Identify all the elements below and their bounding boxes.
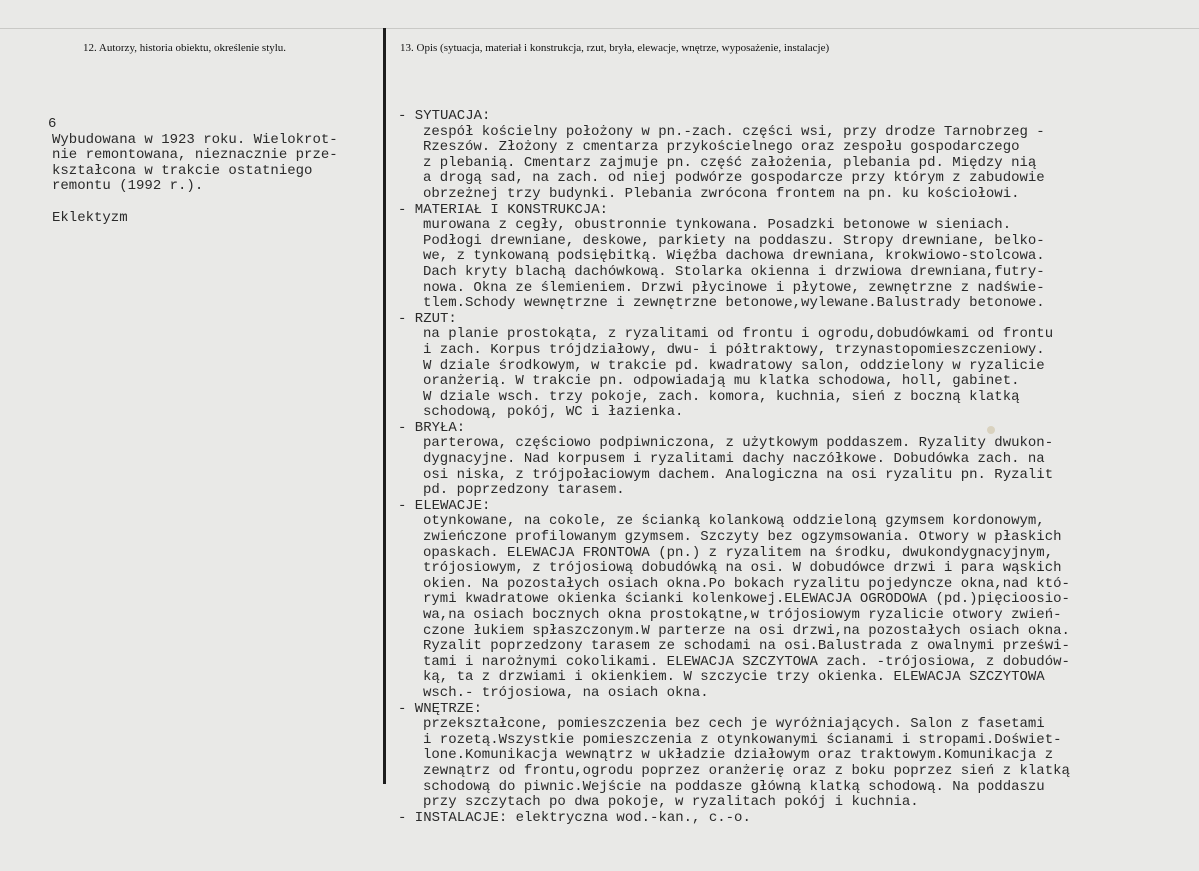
text-line: pd. poprzedzony tarasem. [423,482,625,499]
history-line: nie remontowana, nieznacznie prze- [52,147,338,163]
style-label: Eklektyzm [52,209,128,226]
section-title: - INSTALACJE: elektryczna wod.-kan., c.-o. [398,809,751,826]
text-line: zewnątrz od frontu,ogrodu poprzez oranżerię oraz z boku poprzez sień z klatką [423,762,1070,779]
text-line: schodową do piwnic.Wejście na poddasze główną klatką schodową. Na poddaszu [423,778,1045,795]
text-line: okien. Na pozostałych osiach okna.Po bokach ryzalitu pojedyncze okna,nad któ- [423,575,1070,592]
section-number: 6 [48,116,57,132]
text-line: tlem.Schody wewnętrzne i zewnętrzne betonowe,wylewane.Balustrady betonowe. [423,295,1045,312]
text-line: ką, ta z drzwiami i okienkiem. W szczycie trzy okienka. ELEWACJA SZCZYTOWA [423,669,1045,686]
section-body [398,218,1188,312]
form-top-border [0,0,1199,29]
description-section [398,811,1188,827]
text-line: Podłogi drewniane, deskowe, parkiety na poddaszu. Stropy drewniane, belko- [423,232,1045,249]
text-line: zwieńczone profilowanym gzymsem. Szczyty bez ogzymsowania. Otwory w płaskich [423,529,1062,546]
text-line: schodową, pokój, WC i łazienka. [423,404,684,421]
text-line: a drogą sad, na zach. od niej podwórze gospodarcze przy którym z zabudowie [423,170,1045,187]
text-line: oranżerią. W trakcie pn. odpowiadają mu klatka schodowa, holl, gabinet. [423,373,1020,390]
text-line: z plebanią. Cmentarz zajmuje pn. część założenia, plebania pd. Między nią [423,154,1037,171]
text-line: i rozetą.Wszystkie pomieszczenia z otynkowanymi ścianami i stropami.Doświet- [423,731,1062,748]
text-line: przekształcone, pomieszczenia bez cech je wyróżniających. Salon z fasetami [423,716,1045,733]
section-body [398,125,1188,203]
paper-stain [987,426,995,434]
history-line: remontu (1992 r.). [52,178,204,194]
header-authors-history-style: 12. Autorzy, historia obiektu, określenie stylu. [83,42,287,54]
history-line: kształcona w trakcie ostatniego [52,162,313,179]
text-line: otynkowane, na cokole, ze ścianką kolankową oddzieloną gzymsem kordonowym, [423,513,1045,530]
text-line: przy szczytach po dwa pokoje, w ryzalitach pokój i kuchnia. [423,794,919,811]
section-title: - RZUT: [398,310,457,327]
description-section [398,499,1188,702]
description-section [398,421,1188,499]
section-title: - ELEWACJE: [398,497,491,514]
section-title: - WNĘTRZE: [398,700,483,717]
text-line: trójosiowym, z trójosiową dobudówką na osi. W dobudówce drzwi i para wąskich [423,560,1062,577]
text-line: W dziale wsch. trzy pokoje, zach. komora, kuchnia, sień z boczną klatką [423,388,1020,405]
text-line: nowa. Okna ze ślemieniem. Drzwi płycinowe i płytowe, zewnętrzne z nadświe- [423,279,1045,296]
text-line: Rzeszów. Złożony z cmentarza przykościelnego oraz zespołu gospodarczego [423,139,1020,156]
section-body [398,327,1188,421]
left-column [48,116,372,226]
text-line: wa,na osiach bocznych okna prostokątne,w trójosiowym ryzalicie otwory zwień- [423,607,1062,623]
text-line: i zach. Korpus trójdziałowy, dwu- i półtraktowy, trzynastopomieszczeniowy. [423,341,1045,358]
history-line: Wybudowana w 1923 roku. Wielokrot- [52,131,338,148]
text-line: Dach kryty blachą dachówkową. Stolarka okienna i drzwiowa drewniana,futry- [423,263,1045,280]
section-body [398,514,1188,701]
text-line: we, z tynkowaną podsiębitką. Więźba dachowa drewniana, krokwiowo-stolcowa. [423,248,1045,265]
text-line: wsch.- trójosiowa, na osiach okna. [423,684,709,701]
section-body [398,717,1188,811]
description-column [398,109,1188,826]
text-line: parterowa, częściowo podpiwniczona, z użytkowym poddaszem. Ryzality dwukon- [423,435,1054,452]
text-line: rymi kwadratowe okienka ścianki kolenkowej.ELEWACJA OGRODOWA (pd.)pięcioosio- [423,591,1070,608]
description-section [398,203,1188,312]
section-title: - SYTUACJA: [398,108,491,124]
text-line: murowana z cegły, obustronnie tynkowana. Posadzki betonowe w sieniach. [423,217,1012,234]
section-body [398,436,1188,498]
text-line: opaskach. ELEWACJA FRONTOWA (pn.) z ryzalitem na środku, dwukondygnacyjnym, [423,544,1054,561]
section-title: - BRYŁA: [398,419,466,436]
text-line: W dziale środkowym, w trakcie pd. kwadratowy salon, oddzielony w ryzalicie [423,357,1045,374]
header-description: 13. Opis (sytuacja, materiał i konstrukcja, rzut, bryła, elewacje, wnętrze, wyposażenie, instalacje) [400,42,830,54]
text-line: czone łukiem spłaszczonym.W parterze na osi drzwi,na pozostałych osiach okna. [423,622,1070,639]
text-line: dygnacyjne. Nad korpusem i ryzalitami dachy naczółkowe. Dobudówka zach. na [423,451,1045,468]
section-title: - MATERIAŁ I KONSTRUKCJA: [398,201,609,218]
description-section [398,312,1188,421]
text-line: lone.Komunikacja wewnątrz w układzie działowym oraz traktowym.Komunikacja z [423,747,1054,764]
text-line: osi niska, z trójpołaciowym dachem. Analogiczna na osi ryzalitu pn. Ryzalit [423,466,1054,483]
description-section [398,109,1188,203]
description-section [398,702,1188,811]
text-line: obrzeżnej trzy budynki. Plebania zwrócona frontem na pn. ku kościołowi. [423,185,1020,202]
text-line: tami i narożnymi cokolikami. ELEWACJA SZCZYTOWA zach. -trójosiowa, z dobudów- [423,653,1070,670]
text-line: na planie prostokąta, z ryzalitami od frontu i ogrodu,dobudówkami od frontu [423,326,1054,343]
text-line: zespół kościelny położony w pn.-zach. części wsi, przy drodze Tarnobrzeg - [423,123,1045,140]
text-line: Ryzalit poprzedzony tarasem ze schodami na osi.Balustrada z owalnymi prześwi- [423,638,1070,655]
column-divider [383,28,386,784]
